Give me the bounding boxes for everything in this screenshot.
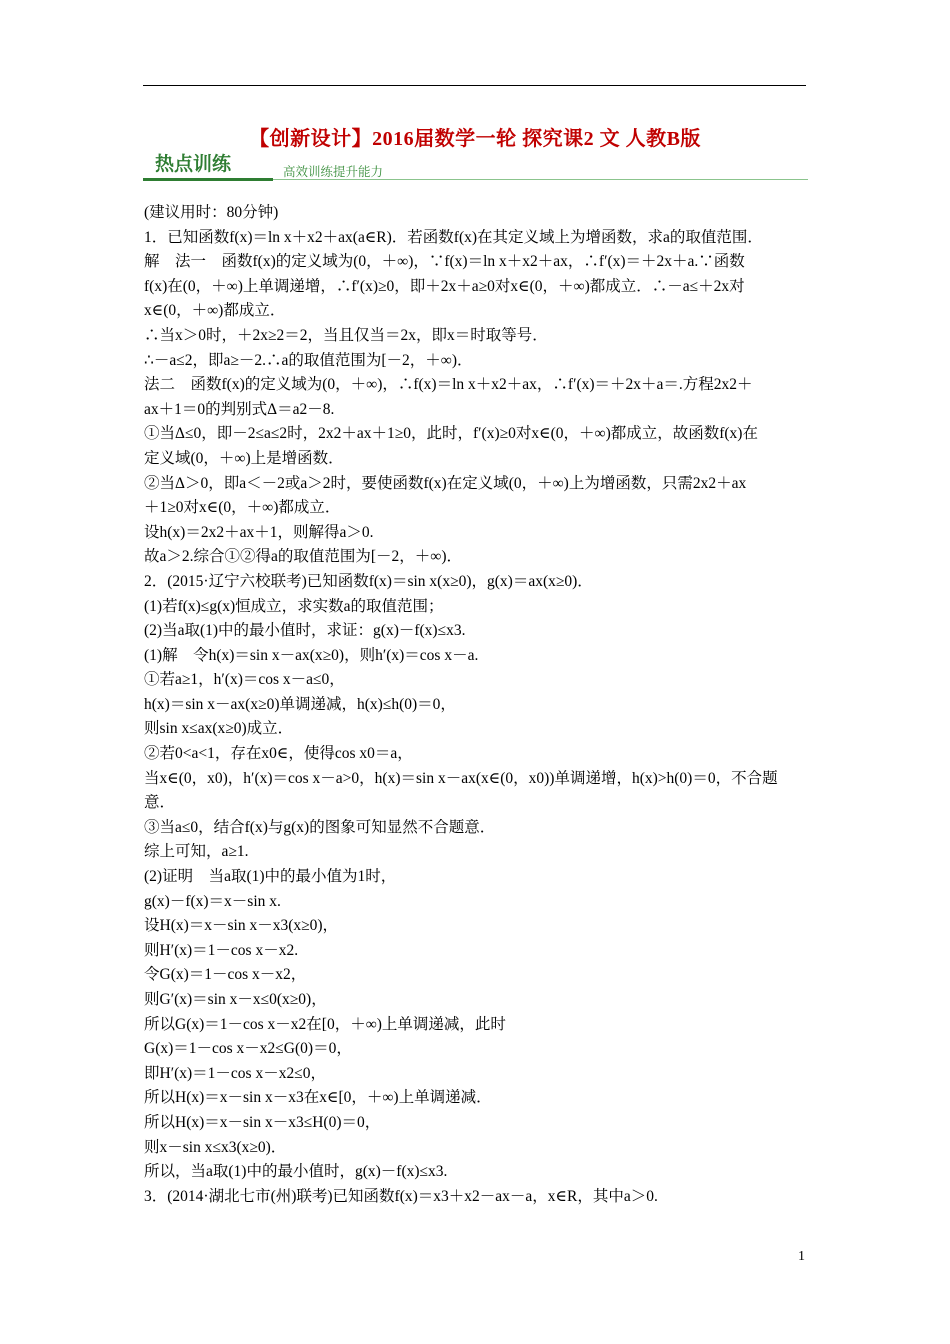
text-line: 即H′(x)＝1－cos x－x2≤0， <box>144 1064 326 1082</box>
text-line: 则G′(x)＝sin x－x≤0(x≥0)， <box>144 991 327 1008</box>
text-line: 当x∈(0，x0)，h′(x)＝cos x－a>0，h(x)＝sin x－ax(x∈(0，x0))单调递增，h(x)>h(0)＝0，不合题 <box>144 769 778 787</box>
text-line: 则x－sin x≤x3(x≥0)． <box>144 1138 287 1156</box>
text-line: ①当Δ≤0，即－2≤a≤2时，2x2＋ax＋1≥0，此时，f′(x)≥0对x∈(0，＋∞)都成立，故函数f(x)在 <box>144 425 758 443</box>
section-label: 热点训练 <box>143 150 273 181</box>
text-line: 设H(x)＝x－sin x－x3(x≥0)， <box>144 917 339 935</box>
text-line: (建议用时：80分钟) <box>144 204 279 221</box>
document-title: 【创新设计】2016届数学一轮 探究课2 文 人教B版 <box>249 128 701 150</box>
text-line: ③当a≤0，结合f(x)与g(x)的图象可知显然不合题意． <box>144 818 496 836</box>
text-line: 定义域(0，＋∞)上是增函数． <box>144 449 344 467</box>
text-line: 综上可知，a≥1. <box>144 843 249 861</box>
text-line: ②当Δ＞0，即a＜－2或a＞2时，要使函数f(x)在定义域(0，＋∞)上为增函数，只需2x2＋ax <box>144 474 747 492</box>
text-line: (1)若f(x)≤g(x)恒成立，求实数a的取值范围； <box>144 597 444 615</box>
section-header <box>143 150 808 184</box>
text-line: 3．(2014·湖北七市(州)联考)已知函数f(x)＝x3＋x2－ax－a，x∈R，其中a＞0. <box>144 1187 658 1205</box>
text-line: 2．(2015·辽宁六校联考)已知函数f(x)＝sin x(x≥0)，g(x)＝ax(x≥0)． <box>144 572 593 590</box>
text-line: ①若a≥1，h′(x)＝cos x－a≤0， <box>144 671 345 689</box>
text-line: 意． <box>144 794 176 812</box>
text-line: ax＋1＝0的判别式Δ＝a2－8. <box>144 400 335 418</box>
text-line: ∴－a≤2，即a≥－2.∴a的取值范围为[－2，＋∞)． <box>144 351 473 369</box>
document-body <box>144 201 809 1209</box>
text-line: (1)解 令h(x)＝sin x－ax(x≥0)，则h′(x)＝cos x－a. <box>144 646 479 664</box>
text-line: 所以，当a取(1)中的最小值时，g(x)－f(x)≤x3. <box>144 1163 448 1181</box>
text-line: 令G(x)＝1－cos x－x2， <box>144 966 307 984</box>
text-line: x∈(0，＋∞)都成立． <box>144 302 286 320</box>
text-line: 设h(x)＝2x2＋ax＋1，则解得a＞0. <box>144 523 374 541</box>
text-line: ②若0<a<1，存在x0∈，使得cos x0＝a， <box>144 745 413 763</box>
text-line: 解 法一 函数f(x)的定义域为(0，＋∞)，∵f(x)＝ln x＋x2＋ax，∴f′(x)＝＋2x＋a.∵函数 <box>144 253 745 271</box>
text-line: g(x)－f(x)＝x－sin x. <box>144 892 281 910</box>
text-line: ∴当x＞0时，＋2x≥2＝2，当且仅当＝2x，即x＝时取等号． <box>144 326 548 344</box>
section-subtitle: 高效训练提升能力 <box>283 164 384 179</box>
text-line: 则H′(x)＝1－cos x－x2. <box>144 941 299 959</box>
text-line: f(x)在(0，＋∞)上单调递增，∴f′(x)≥0，即＋2x＋a≥0对x∈(0，＋∞)都成立．∴－a≤＋2x对 <box>144 277 745 295</box>
text-line: h(x)＝sin x－ax(x≥0)单调递减，h(x)≤h(0)＝0， <box>144 695 456 713</box>
text-line: 所以H(x)＝x－sin x－x3在x∈[0，＋∞)上单调递减． <box>144 1089 492 1107</box>
header-rule <box>143 85 806 86</box>
text-line: 1．已知函数f(x)＝ln x＋x2＋ax(a∈R)．若函数f(x)在其定义域上为增函数，求a的取值范围． <box>144 228 763 246</box>
text-line: (2)证明 当a取(1)中的最小值为1时， <box>144 868 397 886</box>
text-line: (2)当a取(1)中的最小值时，求证：g(x)－f(x)≤x3. <box>144 622 466 640</box>
text-line: 则sin x≤ax(x≥0)成立． <box>144 720 294 738</box>
page-number: 1 <box>798 1249 805 1264</box>
text-line: ＋1≥0对x∈(0，＋∞)都成立． <box>144 499 341 517</box>
text-line: 法二 函数f(x)的定义域为(0，＋∞)，∴f(x)＝ln x＋x2＋ax，∴f′(x)＝＋2x＋a＝.方程2x2＋ <box>144 376 753 394</box>
text-line: 所以H(x)＝x－sin x－x3≤H(0)＝0， <box>144 1113 381 1131</box>
text-line: G(x)＝1－cos x－x2≤G(0)＝0， <box>144 1040 352 1058</box>
text-line: 故a＞2.综合①②得a的取值范围为[－2，＋∞)． <box>144 548 463 566</box>
text-line: 所以G(x)＝1－cos x－x2在[0，＋∞)上单调递减，此时 <box>144 1015 506 1033</box>
